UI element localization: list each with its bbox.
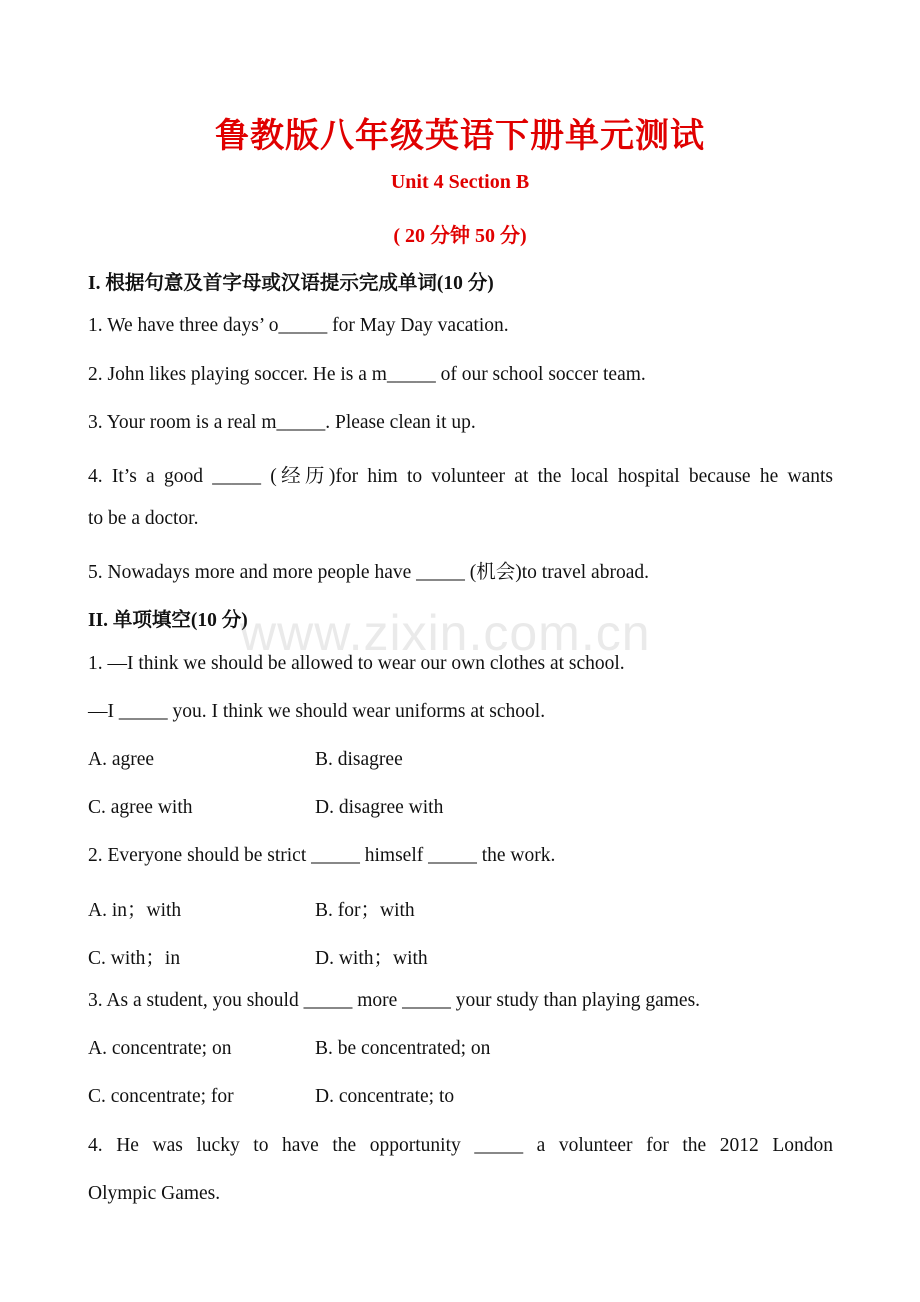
- q2-stem: 2. Everyone should be strict _____ himself _____ the work.: [88, 845, 556, 866]
- q2-option-c: C. with；in: [88, 948, 181, 969]
- section1-item-1: 1. We have three days’ o_____ for May Day vacation.: [88, 315, 509, 336]
- q1-option-b: B. disagree: [315, 749, 403, 770]
- section2-heading: II. 单项填空(10 分): [88, 610, 248, 631]
- unit-subtitle: Unit 4 Section B: [390, 171, 530, 193]
- q3-stem: 3. As a student, you should _____ more _____ your study than playing games.: [88, 990, 701, 1011]
- section1-item-2: 2. John likes playing soccer. He is a m_____ of our school soccer team.: [88, 364, 646, 385]
- q3-option-a: A. concentrate; on: [88, 1038, 232, 1059]
- page-title: 鲁教版八年级英语下册单元测试: [215, 116, 705, 156]
- q1-option-d: D. disagree with: [315, 797, 444, 818]
- q3-option-c: C. concentrate; for: [88, 1086, 234, 1107]
- section1-item-4: 4. It’s a good _____ (经历)for him to volunteer at the local hospital because he wants: [88, 466, 833, 487]
- section1-item-4-continued: to be a doctor.: [88, 508, 199, 529]
- section1-item-5: 5. Nowadays more and more people have _____ (机会)to travel abroad.: [88, 562, 649, 583]
- q1-option-a: A. agree: [88, 749, 155, 770]
- q2-option-d: D. with；with: [315, 948, 428, 969]
- q4-stem-continued: Olympic Games.: [88, 1183, 221, 1204]
- q2-option-a: A. in；with: [88, 900, 182, 921]
- section1-item-3: 3. Your room is a real m_____. Please clean it up.: [88, 412, 476, 433]
- q4-stem: 4. He was lucky to have the opportunity _____ a volunteer for the 2012 London: [88, 1135, 833, 1156]
- q1-stem: 1. —I think we should be allowed to wear our own clothes at school.: [88, 653, 625, 674]
- q2-option-b: B. for；with: [315, 900, 415, 921]
- section1-heading: I. 根据句意及首字母或汉语提示完成单词(10 分): [88, 273, 494, 294]
- time-score-subtitle: ( 20 分钟 50 分): [393, 225, 527, 247]
- watermark: www.zixin.com.cn: [240, 605, 651, 661]
- q3-option-b: B. be concentrated; on: [315, 1038, 491, 1059]
- q3-option-d: D. concentrate; to: [315, 1086, 455, 1107]
- q1-stem-reply: —I _____ you. I think we should wear uniforms at school.: [88, 701, 546, 722]
- q1-option-c: C. agree with: [88, 797, 193, 818]
